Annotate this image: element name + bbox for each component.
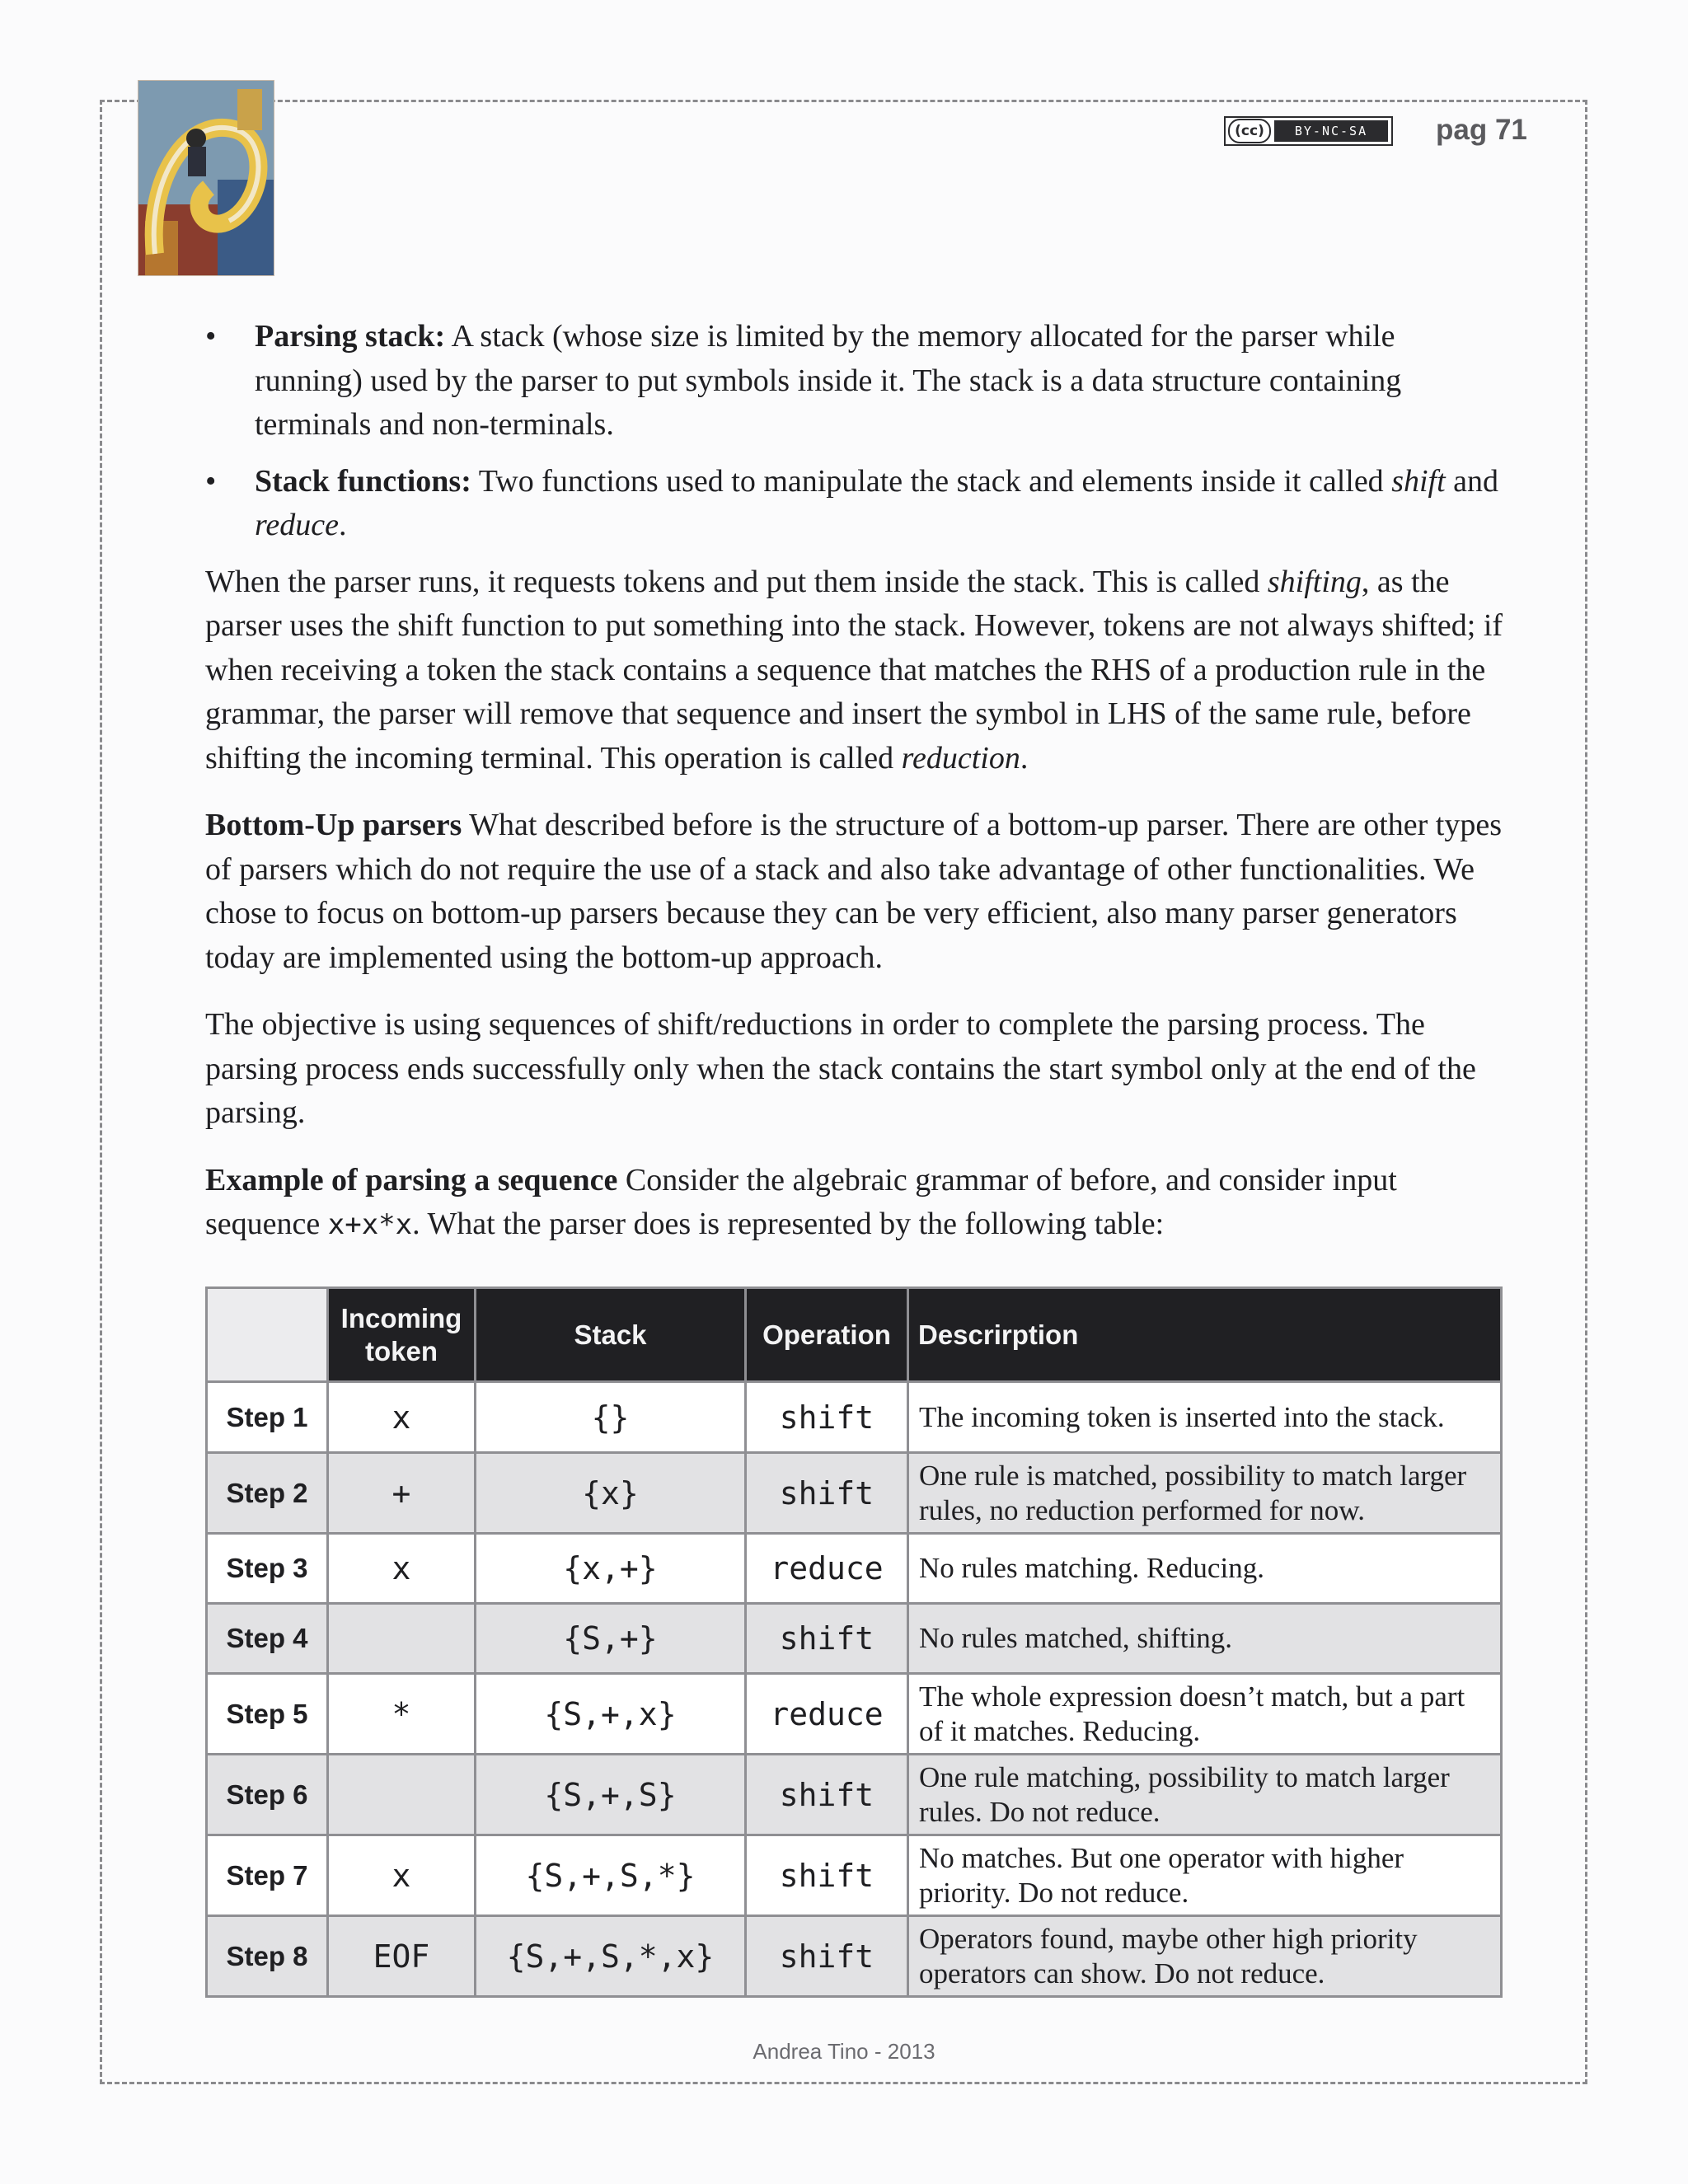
- table-header-row: [207, 1288, 1502, 1382]
- paragraph-text: , as the parser uses the shift function to put something into the stack. However, tokens are not always shifted; if when receiving a token the stack contains a sequence that matches the RHS of a production rule in the grammar, the parser will remove that sequence and insert the symbol in LHS of the same rule, before shifting the incoming terminal. This operation is called: [205, 564, 1503, 776]
- table-row: [207, 1382, 1502, 1453]
- definition-text: .: [338, 508, 347, 542]
- page-number: pag 71: [1436, 114, 1527, 146]
- operation-cell: shift: [746, 1604, 908, 1674]
- page-body: [205, 315, 1507, 1271]
- definition-text: and: [1445, 463, 1499, 499]
- incoming-token-cell: [328, 1755, 476, 1835]
- input-sequence-code: x+x*x: [327, 1208, 413, 1241]
- incoming-token-cell: x: [328, 1534, 476, 1604]
- stack-cell: {S,+,S,*,x}: [476, 1916, 746, 1997]
- description-cell: One rule matching, possibility to match larger rules. Do not reduce.: [908, 1755, 1502, 1835]
- paragraph-text: Consider the algebraic grammar of before, and consider input sequence: [205, 1162, 1397, 1241]
- heading-example: Example of parsing a sequence: [205, 1162, 618, 1197]
- paragraph-example: [205, 1159, 1507, 1248]
- operation-cell: shift: [746, 1453, 908, 1534]
- operation-cell: shift: [746, 1916, 908, 1997]
- emphasis-reduce: reduce: [255, 508, 339, 542]
- table-row: [207, 1534, 1502, 1604]
- header-incoming-token: Incoming token: [328, 1288, 476, 1382]
- step-label: Step 3: [207, 1534, 328, 1604]
- operation-cell: shift: [746, 1755, 908, 1835]
- definition-text: Two functions used to manipulate the stack and elements inside it called: [471, 463, 1392, 499]
- table-row: [207, 1674, 1502, 1755]
- definition-list: [205, 315, 1507, 548]
- emphasis-reduction: reduction: [901, 740, 1020, 776]
- incoming-token-cell: x: [328, 1835, 476, 1916]
- table-row: [207, 1604, 1502, 1674]
- step-label: Step 2: [207, 1453, 328, 1534]
- description-cell: No rules matched, shifting.: [908, 1604, 1502, 1674]
- stack-cell: {S,+,S,*}: [476, 1835, 746, 1916]
- paragraph-text: .: [1020, 740, 1029, 776]
- description-cell: One rule is matched, possibility to match larger rules, no reduction performed for now.: [908, 1453, 1502, 1534]
- paragraph-text: When the parser runs, it requests tokens and put them inside the stack. This is called: [205, 564, 1268, 599]
- table-row: [207, 1916, 1502, 1997]
- definition-parsing-stack: [205, 315, 1507, 448]
- header-stack: Stack: [476, 1288, 746, 1382]
- stack-cell: {}: [476, 1382, 746, 1453]
- description-cell: No matches. But one operator with higher priority. Do not reduce.: [908, 1835, 1502, 1916]
- paragraph-shifting: [205, 560, 1507, 781]
- description-cell: Operators found, maybe other high priority operators can show. Do not reduce.: [908, 1916, 1502, 1997]
- definition-text: A stack (whose size is limited by the memory allocated for the parser while running) used by the parser to put symbols inside it. The stack is a data structure containing terminals and non-terminals.: [255, 319, 1402, 442]
- step-label: Step 5: [207, 1674, 328, 1755]
- operation-cell: shift: [746, 1835, 908, 1916]
- step-label: Step 4: [207, 1604, 328, 1674]
- paragraph-objective: The objective is using sequences of shift/reductions in order to complete the parsing process. The parsing process ends successfully only when the stack contains the start symbol only at the end of the parsing.: [205, 1007, 1476, 1130]
- definition-stack-functions: [205, 460, 1507, 548]
- page-footer: Andrea Tino - 2013: [753, 2039, 935, 2064]
- header-corner-cell: [207, 1288, 328, 1382]
- description-cell: The incoming token is inserted into the stack.: [908, 1382, 1502, 1453]
- header-operation: Operation: [746, 1288, 908, 1382]
- table-row: [207, 1453, 1502, 1534]
- paragraph-bottom-up: [205, 804, 1507, 980]
- step-label: Step 7: [207, 1835, 328, 1916]
- paragraph-text: . What the parser does is represented by the following table:: [412, 1207, 1165, 1241]
- emphasis-shift: shift: [1391, 463, 1446, 499]
- stack-cell: {x}: [476, 1453, 746, 1534]
- table-row: [207, 1835, 1502, 1916]
- book-cover-thumbnail: [138, 80, 274, 276]
- incoming-token-cell: [328, 1604, 476, 1674]
- operation-cell: shift: [746, 1382, 908, 1453]
- step-label: Step 8: [207, 1916, 328, 1997]
- operation-cell: reduce: [746, 1534, 908, 1604]
- operation-cell: reduce: [746, 1674, 908, 1755]
- step-label: Step 1: [207, 1382, 328, 1453]
- paragraph-text: What described before is the structure of a bottom-up parser. There are other types of parsers which do not require the use of a stack and also take advantage of other functionalities. We chose to focus on bottom-up parsers because they can be very efficient, also many parser generators today are implemented using the bottom-up approach.: [205, 808, 1502, 975]
- stack-cell: {x,+}: [476, 1534, 746, 1604]
- table-row: [207, 1755, 1502, 1835]
- description-cell: No rules matching. Reducing.: [908, 1534, 1502, 1604]
- incoming-token-cell: +: [328, 1453, 476, 1534]
- cc-license-badge[interactable]: [1224, 116, 1393, 146]
- term-stack-functions: Stack functions:: [255, 463, 471, 499]
- stack-cell: {S,+,x}: [476, 1674, 746, 1755]
- stack-cell: {S,+}: [476, 1604, 746, 1674]
- license-terms: BY-NC-SA: [1274, 120, 1388, 142]
- incoming-token-cell: *: [328, 1674, 476, 1755]
- heading-bottom-up: Bottom-Up parsers: [205, 808, 462, 842]
- description-cell: The whole expression doesn’t match, but a part of it matches. Reducing.: [908, 1674, 1502, 1755]
- parsing-steps-table: [205, 1286, 1503, 1998]
- header-description: Descrirption: [908, 1288, 1502, 1382]
- cover-art-image: [138, 81, 274, 275]
- incoming-token-cell: EOF: [328, 1916, 476, 1997]
- incoming-token-cell: x: [328, 1382, 476, 1453]
- step-label: Step 6: [207, 1755, 328, 1835]
- cc-icon: (cc): [1228, 119, 1271, 143]
- term-parsing-stack: Parsing stack:: [255, 319, 446, 354]
- stack-cell: {S,+,S}: [476, 1755, 746, 1835]
- emphasis-shifting: shifting: [1267, 564, 1362, 599]
